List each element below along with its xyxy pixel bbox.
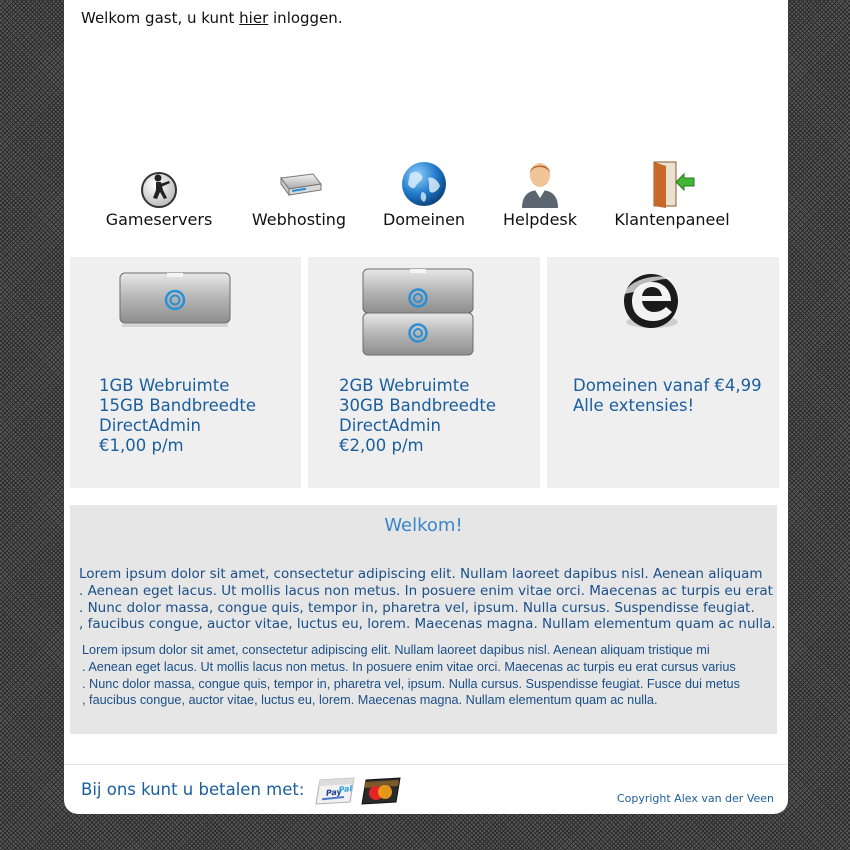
welcome-suffix: inloggen. xyxy=(268,9,343,27)
package-3-details xyxy=(573,376,762,416)
login-link[interactable]: hier xyxy=(239,9,269,27)
welcome-paragraph-2: Lorem ipsum dolor sit amet, consectetur adipiscing elit. Nullam laoreet dapibus nisl. Aenean aliquam tristique mi . Aenean eget lacus. Ut mollis lacus non metus. In posuere enim vitae orci. Maecenas ac turpis eu erat cursus varius . Nunc dolor massa, congue quis, tempor in, pharetra vel, ipsum. Nulla cursus. Suspendisse feugiat. Fusce dui metus , faucibus congue, auctor vitae, luctus eu, lorem. Maecenas magna. Nullam elementum quam ac nulla. xyxy=(82,643,740,708)
gamer-icon xyxy=(139,162,179,208)
nav-label-klantenpaneel: Klantenpaneel xyxy=(614,210,730,229)
hard-drive-icon xyxy=(273,162,325,208)
server-single-icon xyxy=(117,269,233,329)
globe-icon xyxy=(400,158,448,208)
paypal-icon xyxy=(314,776,356,806)
package-2-details xyxy=(339,376,496,456)
package-2-line: 2GB Webruimte xyxy=(339,376,470,395)
welcome-panel xyxy=(70,505,777,734)
nav-item-webhosting[interactable] xyxy=(244,162,354,229)
welcome-paragraph-1: Lorem ipsum dolor sit amet, consectetur adipiscing elit. Nullam laoreet dapibus nisl. Aenean aliquam . Aenean eget lacus. Ut mollis lacus non metus. In posuere enim vitae orci. Maecenas ac turpis eu erat . Nunc dolor massa, congue quis, tempor in, pharetra vel, ipsum. Nulla cursus. Suspendisse feugiat. , faucibus congue, auctor vitae, luctus eu, lorem. Maecenas magna. Nullam elementum quam ac nulla. xyxy=(79,566,776,633)
nav-label-webhosting: Webhosting xyxy=(251,210,347,229)
nav-item-domeinen[interactable] xyxy=(369,162,479,229)
package-card-3[interactable] xyxy=(547,257,779,488)
nav-item-helpdesk[interactable] xyxy=(485,162,595,229)
package-1-line: 1GB Webruimte xyxy=(99,376,230,395)
footer-divider xyxy=(64,764,788,765)
package-2-line: 30GB Bandbreedte xyxy=(339,396,496,415)
person-icon xyxy=(518,158,562,208)
nav-label-gameservers: Gameservers xyxy=(105,210,213,229)
package-3-line: Alle extensies! xyxy=(573,396,695,415)
nav-item-klantenpaneel[interactable] xyxy=(612,162,732,229)
package-3-line: Domeinen vanaf €4,99 xyxy=(573,376,762,395)
copyright-text: Copyright Alex van der Veen xyxy=(616,792,774,805)
payment-label: Bij ons kunt u betalen met: xyxy=(81,780,305,799)
svg-text:Pal: Pal xyxy=(338,784,353,795)
welcome-message xyxy=(81,9,343,27)
package-card-1[interactable] xyxy=(70,257,301,488)
server-double-icon xyxy=(361,267,475,359)
package-1-line: DirectAdmin xyxy=(99,416,201,435)
internet-explorer-icon xyxy=(620,268,684,334)
nav-label-helpdesk: Helpdesk xyxy=(502,210,578,229)
main-nav xyxy=(64,162,788,232)
door-enter-icon xyxy=(646,158,698,208)
mastercard-icon xyxy=(360,776,402,806)
package-2-price: €2,00 p/m xyxy=(339,436,424,455)
package-1-price: €1,00 p/m xyxy=(99,436,184,455)
package-2-line: DirectAdmin xyxy=(339,416,441,435)
welcome-prefix: Welkom gast, u kunt xyxy=(81,9,240,27)
package-card-2[interactable] xyxy=(308,257,540,488)
welcome-title: Welkom! xyxy=(384,515,463,536)
svg-text:Pay: Pay xyxy=(325,787,343,798)
package-1-details xyxy=(99,376,256,456)
nav-label-domeinen: Domeinen xyxy=(382,210,466,229)
page-container xyxy=(64,0,788,814)
package-1-line: 15GB Bandbreedte xyxy=(99,396,256,415)
nav-item-gameservers[interactable] xyxy=(104,162,214,229)
